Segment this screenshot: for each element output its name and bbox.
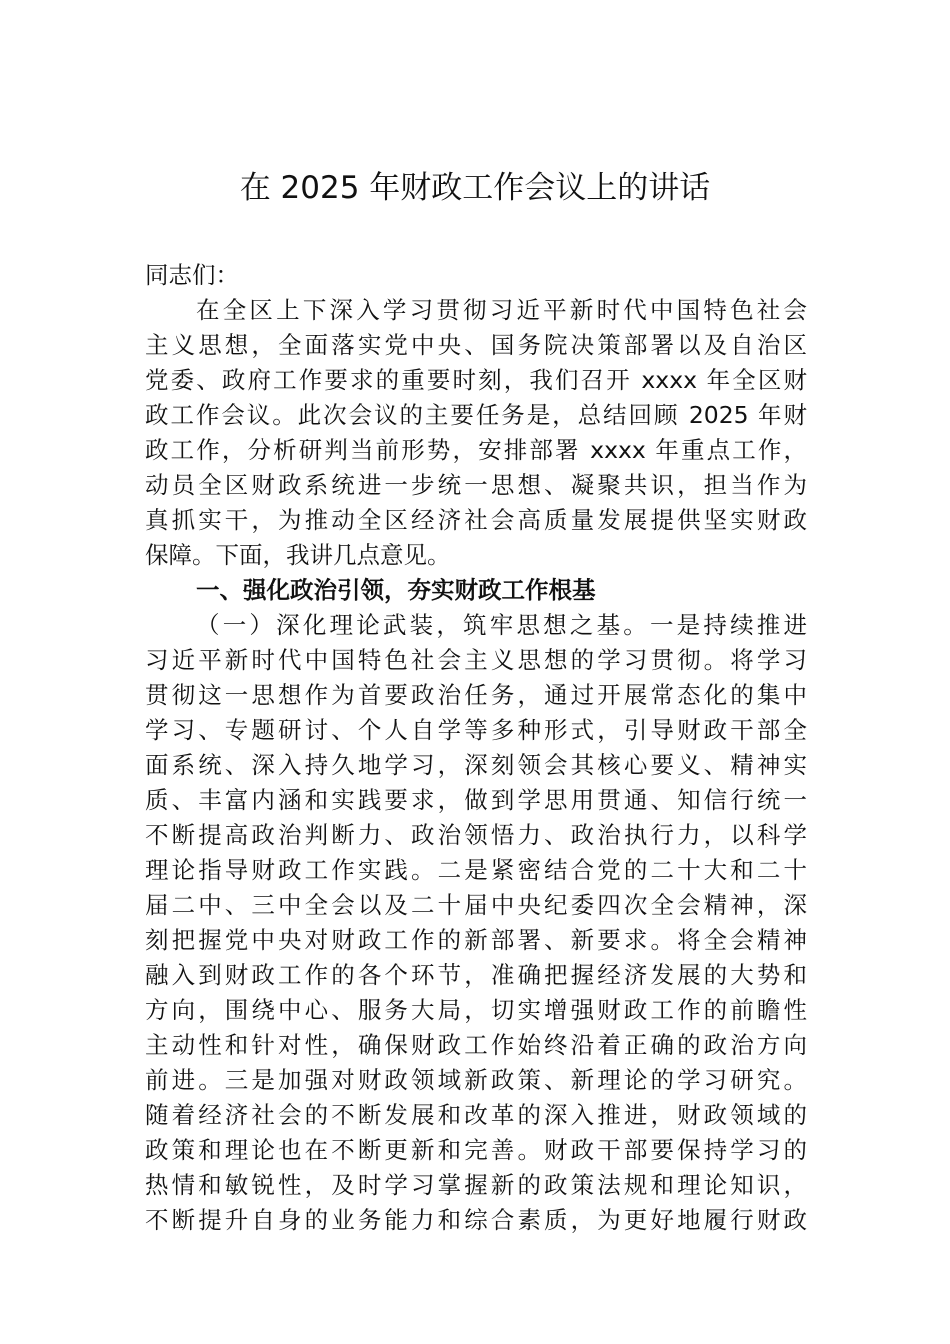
section-heading: 一、强化政治引领，夯实财政工作根基	[196, 576, 596, 604]
paragraph-line: 融入到财政工作的各个环节，准确把握经济发展的大势和	[145, 961, 807, 989]
paragraph-line: 保障。下面，我讲几点意见。	[145, 541, 451, 569]
paragraph-line: 学习、专题研讨、个人自学等多种形式，引导财政干部全	[145, 716, 807, 744]
paragraph-line: 习近平新时代中国特色社会主义思想的学习贯彻。将学习	[145, 646, 807, 674]
paragraph-line: （一）深化理论武装，筑牢思想之基。一是持续推进	[196, 611, 807, 639]
paragraph-line: 不断提高政治判断力、政治领悟力、政治执行力，以科学	[145, 821, 807, 849]
paragraph-line: 届二中、三中全会以及二十届中央纪委四次全会精神，深	[145, 891, 807, 919]
document-title: 在 2025 年财政工作会议上的讲话	[239, 170, 711, 206]
document-body	[145, 258, 807, 1238]
paragraph-line: 面系统、深入持久地学习，深刻领会其核心要义、精神实	[145, 751, 807, 779]
paragraph-line: 主动性和针对性，确保财政工作始终沿着正确的政治方向	[145, 1031, 807, 1059]
paragraph-line: 热情和敏锐性，及时学习掌握新的政策法规和理论知识，	[145, 1171, 807, 1199]
paragraph-line: 动员全区财政系统进一步统一思想、凝聚共识，担当作为	[145, 471, 807, 499]
paragraph-line: 主义思想，全面落实党中央、国务院决策部署以及自治区	[145, 331, 807, 359]
paragraph-line: 政工作会议。此次会议的主要任务是，总结回顾 2025 年财	[145, 401, 807, 429]
paragraph-line: 前进。三是加强对财政领域新政策、新理论的学习研究。	[145, 1066, 807, 1094]
paragraph-line: 随着经济社会的不断发展和改革的深入推进，财政领域的	[145, 1101, 807, 1129]
paragraph-line: 不断提升自身的业务能力和综合素质，为更好地履行财政	[145, 1206, 807, 1234]
salutation: 同志们：	[145, 261, 239, 289]
paragraph-line: 政工作，分析研判当前形势，安排部署 xxxx 年重点工作，	[145, 436, 807, 464]
paragraph-line: 方向，围绕中心、服务大局，切实增强财政工作的前瞻性	[145, 996, 807, 1024]
paragraph-line: 理论指导财政工作实践。二是紧密结合党的二十大和二十	[145, 856, 807, 884]
paragraph-line: 质、丰富内涵和实践要求，做到学思用贯通、知信行统一	[145, 786, 807, 814]
paragraph-line: 真抓实干，为推动全区经济社会高质量发展提供坚实财政	[145, 506, 807, 534]
paragraph-line: 政策和理论也在不断更新和完善。财政干部要保持学习的	[145, 1136, 807, 1164]
paragraph-line: 党委、政府工作要求的重要时刻，我们召开 xxxx 年全区财	[145, 366, 807, 394]
paragraph-line: 贯彻这一思想作为首要政治任务，通过开展常态化的集中	[145, 681, 807, 709]
paragraph-line: 在全区上下深入学习贯彻习近平新时代中国特色社会	[196, 296, 807, 324]
paragraph-line: 刻把握党中央对财政工作的新部署、新要求。将全会精神	[145, 926, 807, 954]
